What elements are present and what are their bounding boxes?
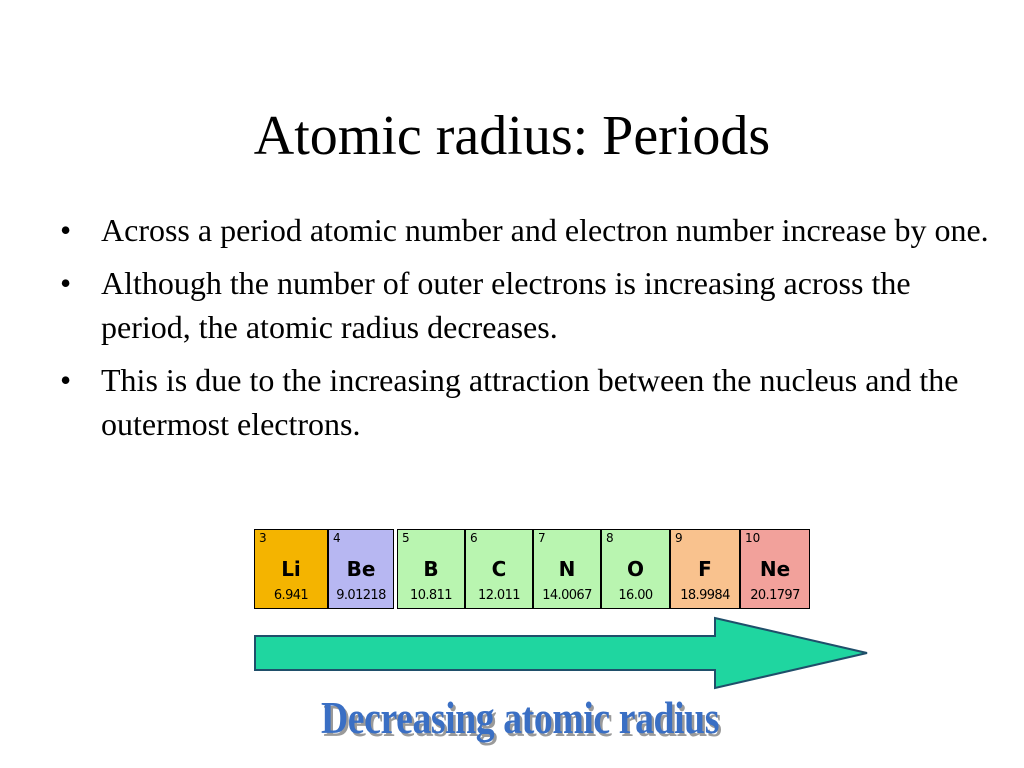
bullet-item	[60, 208, 1000, 252]
element-symbol: Li	[281, 557, 301, 581]
slide-title: Atomic radius: Periods	[253, 105, 771, 167]
next-period-row-edge	[466, 608, 532, 609]
element-cell-li	[254, 529, 328, 609]
next-period-row-edge	[534, 608, 600, 609]
next-period-row-edge	[398, 608, 464, 609]
bullet-item	[60, 261, 1000, 349]
atomic-number: 6	[470, 531, 478, 545]
atomic-mass: 10.811	[410, 588, 452, 603]
atomic-number: 5	[402, 531, 410, 545]
bullet-item	[60, 358, 1000, 446]
atomic-number: 4	[333, 531, 341, 545]
atomic-number: 3	[259, 531, 267, 545]
element-cell-o	[601, 529, 670, 609]
element-symbol: O	[626, 557, 644, 581]
element-cell-n	[533, 529, 601, 609]
element-symbol: F	[698, 557, 712, 581]
bullet-text: Although the number of outer electrons is increasing across the period, the atomic radius decreases.	[101, 265, 911, 345]
element-cell-b	[397, 529, 465, 609]
next-period-row-edge	[671, 608, 739, 609]
bullet-list	[60, 208, 1000, 455]
atomic-mass: 6.941	[273, 588, 309, 603]
element-symbol: Be	[346, 557, 376, 581]
arrow-shape	[255, 618, 867, 688]
element-cell-ne	[740, 529, 810, 609]
bullet-text: This is due to the increasing attraction between the nucleus and the outermost electrons.	[101, 362, 959, 442]
atomic-number: 8	[606, 531, 614, 545]
next-period-row-edge	[602, 608, 669, 609]
right-arrow-icon	[253, 616, 871, 690]
element-symbol: Ne	[759, 557, 791, 581]
atomic-mass: 12.011	[478, 588, 520, 603]
element-cell-be	[328, 529, 394, 609]
next-period-row-edge	[255, 608, 327, 609]
atomic-mass: 16.00	[618, 588, 653, 603]
atomic-number: 10	[745, 531, 761, 545]
decreasing-radius-caption: Decreasing atomic radius	[320, 692, 720, 743]
atomic-mass: 20.1797	[750, 588, 800, 603]
periodic-table-strip	[254, 529, 814, 611]
atomic-mass: 14.0067	[542, 588, 592, 603]
atomic-number: 7	[538, 531, 546, 545]
bullet-text: Across a period atomic number and electron number increase by one.	[101, 212, 989, 248]
element-symbol: N	[558, 557, 576, 581]
next-period-row-edge	[741, 608, 809, 609]
element-cell-f	[670, 529, 740, 609]
element-symbol: C	[491, 557, 507, 581]
element-symbol: B	[423, 557, 439, 581]
bullet-marker: •	[60, 265, 72, 301]
element-cell-c	[465, 529, 533, 609]
bullet-marker: •	[60, 362, 72, 398]
next-period-row-edge	[329, 608, 393, 609]
atomic-mass: 18.9984	[680, 588, 730, 603]
atomic-number: 9	[675, 531, 683, 545]
bullet-marker: •	[60, 212, 72, 248]
atomic-mass: 9.01218	[336, 588, 386, 603]
